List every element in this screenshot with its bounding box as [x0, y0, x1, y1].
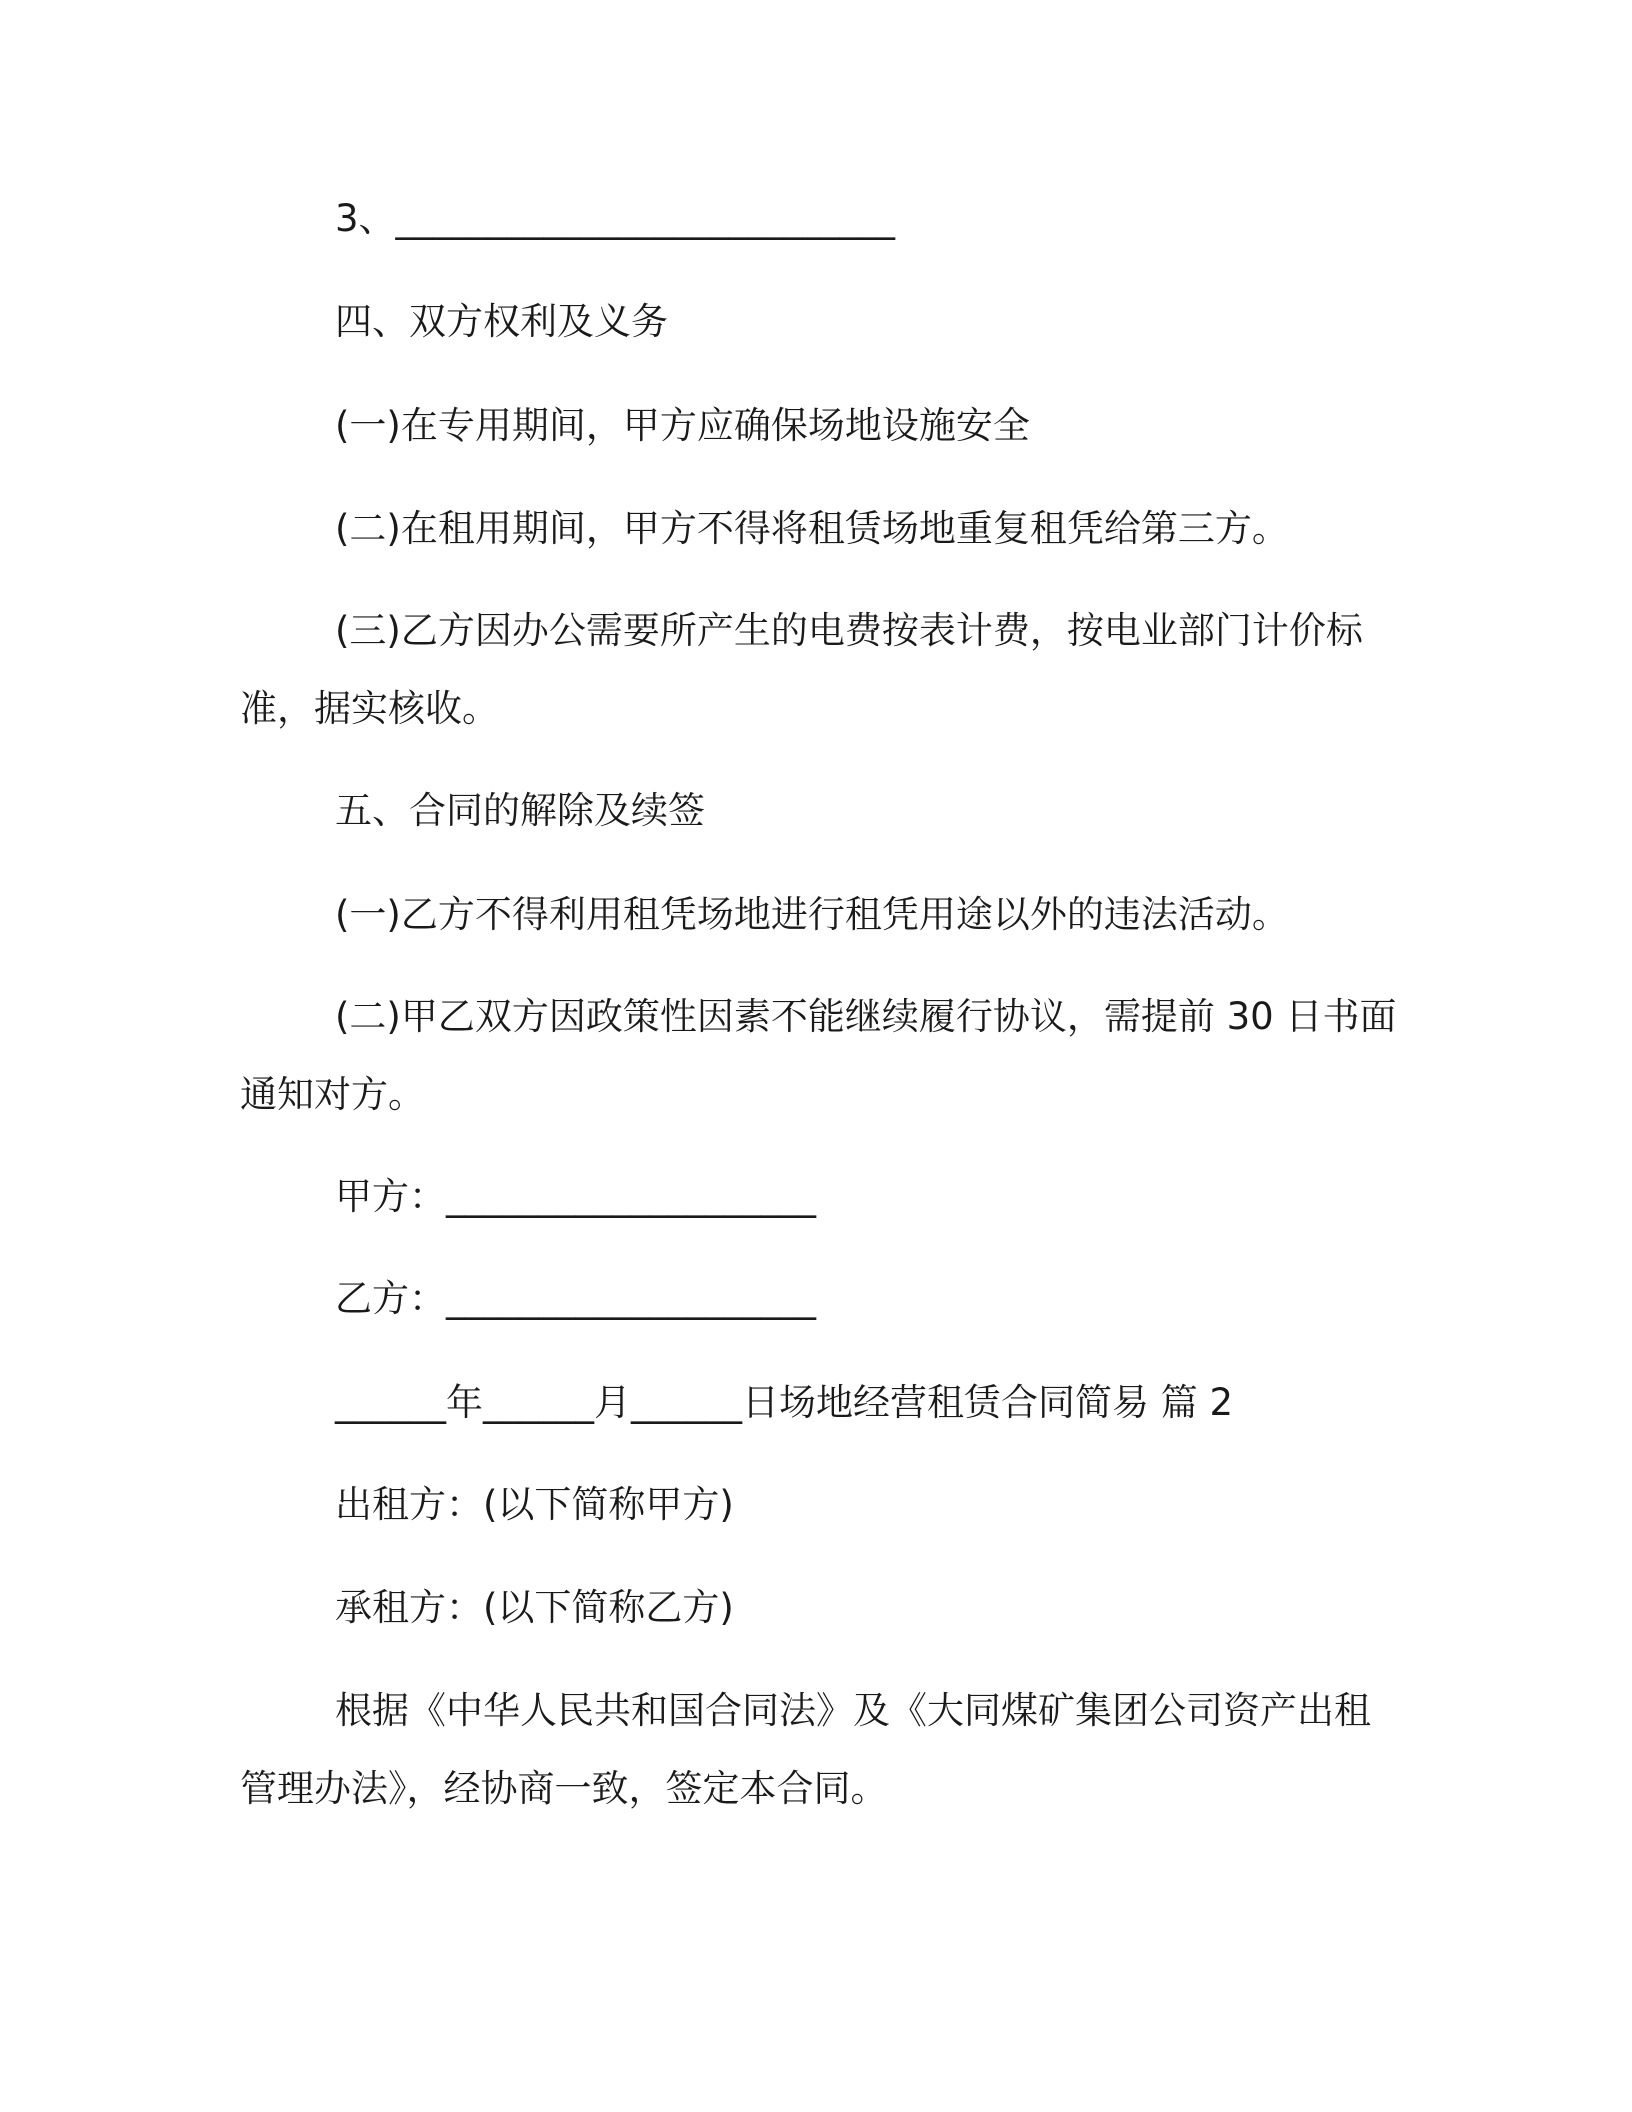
preamble-paragraph: 根据《中华人民共和国合同法》及《大同煤矿集团公司资产出租管理办法》，经协商一致，签定本合同。 [240, 1689, 1371, 1810]
section-4-clause-2: (二)在租用期间，甲方不得将租赁场地重复租凭给第三方。 [335, 507, 1289, 550]
section-4-heading: 四、双方权利及义务 [335, 300, 668, 343]
lessor-line: 出租方：(以下简称甲方) [335, 1483, 734, 1526]
section-4-clause-3: (三)乙方因办公需要所产生的电费按表计费，按电业部门计价标准，据实核收。 [240, 609, 1363, 730]
section-5-clause-2: (二)甲乙双方因政策性因素不能继续履行协议，需提前 30 日书面通知对方。 [240, 995, 1397, 1116]
lessee-line: 承租方：(以下简称乙方) [335, 1586, 734, 1629]
date-and-contract-title: ______年______月______日场地经营租赁合同简易 篇 2 [335, 1381, 1234, 1424]
section-4-clause-1: (一)在专用期间，甲方应确保场地设施安全 [335, 404, 1030, 447]
section-5-heading: 五、合同的解除及续签 [335, 789, 705, 832]
party-b-signature-line: 乙方：____________________ [335, 1277, 816, 1320]
section-5-clause-1: (一)乙方不得利用租凭场地进行租凭用途以外的违法活动。 [335, 893, 1289, 936]
item-3-blank-line: 3、___________________________ [335, 197, 896, 240]
party-a-signature-line: 甲方：____________________ [335, 1175, 816, 1218]
